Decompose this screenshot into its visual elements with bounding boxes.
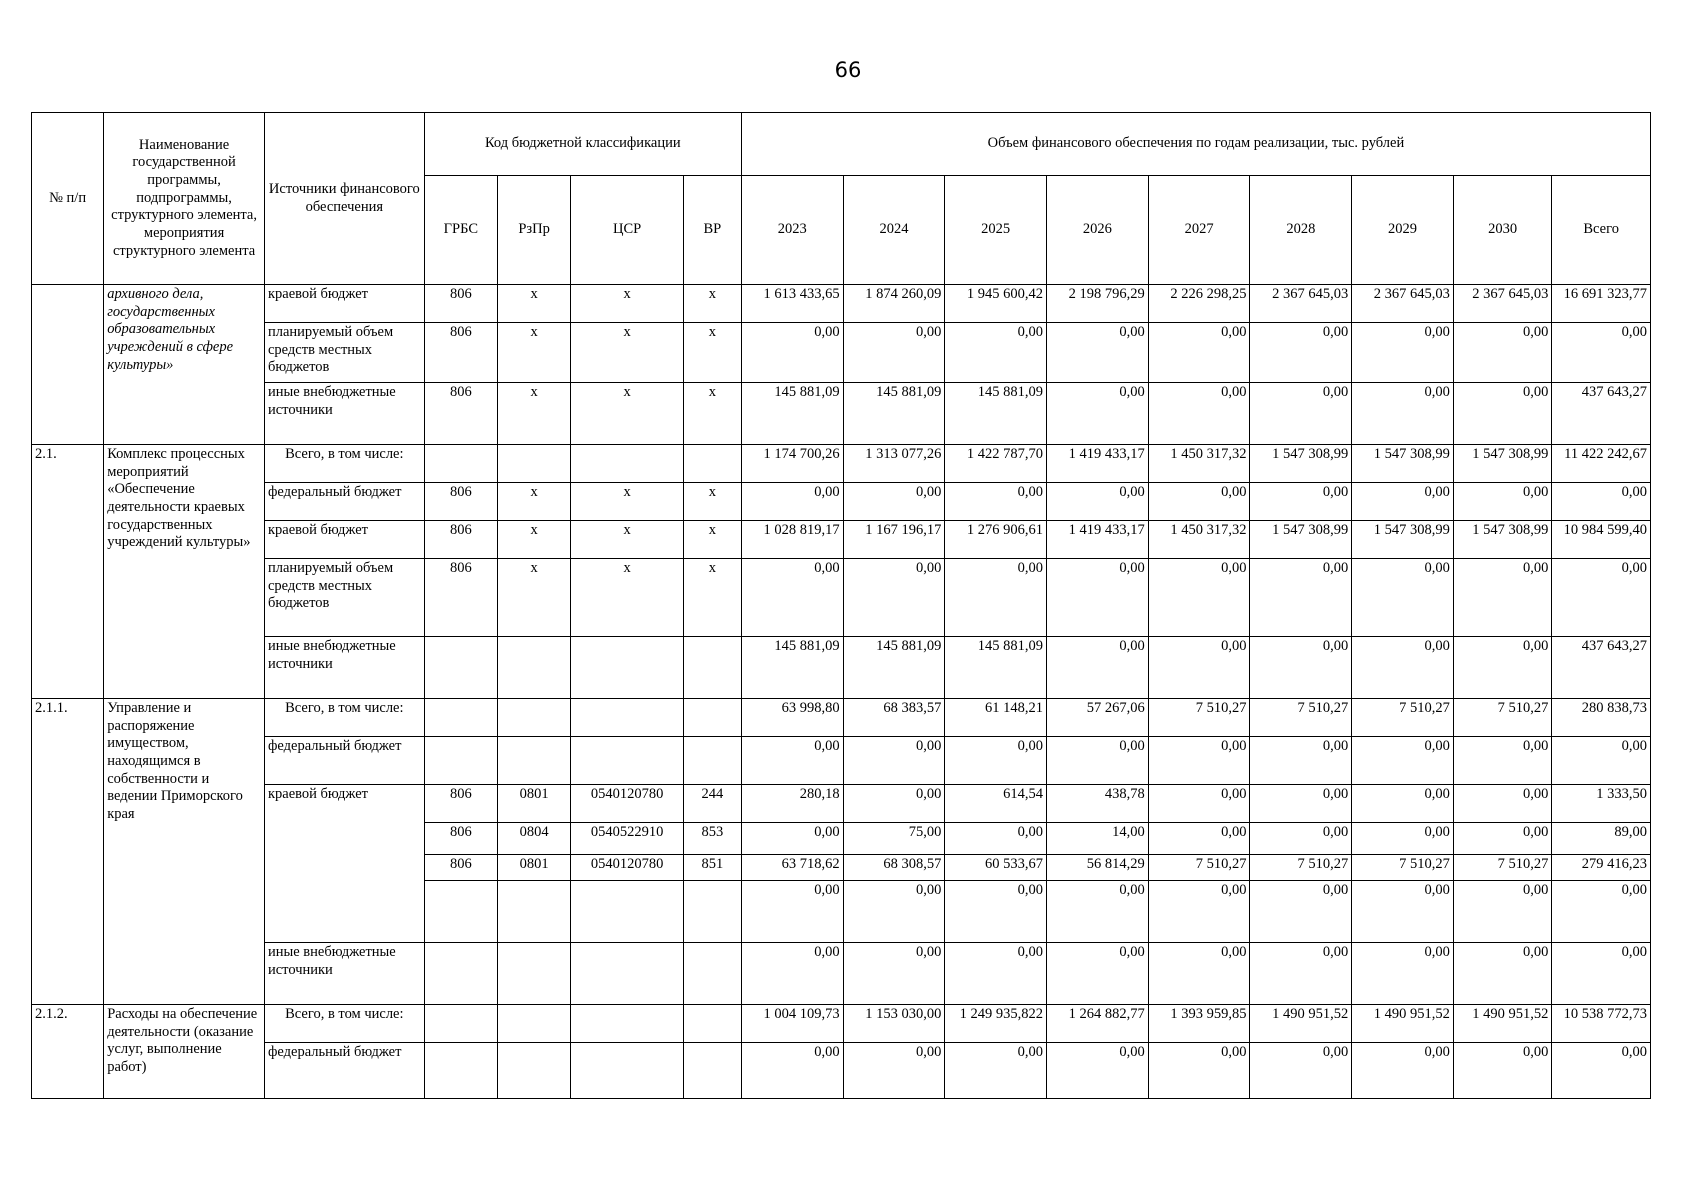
value-total: 0,00 (1552, 559, 1651, 637)
value-year: 2 198 796,29 (1047, 285, 1149, 323)
header-total: Всего (1552, 176, 1651, 285)
value-year: 1 313 077,26 (843, 445, 945, 483)
code-csr: х (571, 383, 684, 445)
code-grbs: 806 (424, 383, 497, 445)
value-year: 1 450 317,32 (1148, 521, 1250, 559)
value-year: 0,00 (1250, 483, 1352, 521)
value-year: 0,00 (1148, 823, 1250, 855)
value-year: 0,00 (1453, 483, 1551, 521)
table-row (32, 1043, 1651, 1099)
code-rzpr: 0801 (497, 785, 570, 823)
value-year: 0,00 (1148, 323, 1250, 383)
value-year: 0,00 (945, 323, 1047, 383)
code-grbs: 806 (424, 785, 497, 823)
value-year: 1 419 433,17 (1047, 445, 1149, 483)
table-row (32, 383, 1651, 445)
value-year: 145 881,09 (741, 383, 843, 445)
row-source: иные внебюджетные источники (264, 943, 424, 1005)
code-csr (571, 1043, 684, 1099)
value-year: 0,00 (741, 559, 843, 637)
table-row (32, 737, 1651, 785)
value-year: 0,00 (1352, 737, 1454, 785)
code-rzpr (497, 445, 570, 483)
value-year: 0,00 (1250, 637, 1352, 699)
code-rzpr (497, 737, 570, 785)
table-row (32, 483, 1651, 521)
code-rzpr (497, 637, 570, 699)
value-year: 0,00 (843, 943, 945, 1005)
value-year: 0,00 (945, 1043, 1047, 1099)
code-vr (683, 637, 741, 699)
value-year: 1 490 951,52 (1453, 1005, 1551, 1043)
value-year: 1 613 433,65 (741, 285, 843, 323)
value-year: 0,00 (1148, 785, 1250, 823)
value-year: 1 419 433,17 (1047, 521, 1149, 559)
value-year: 1 028 819,17 (741, 521, 843, 559)
value-year: 2 367 645,03 (1453, 285, 1551, 323)
value-year: 0,00 (945, 881, 1047, 943)
value-year: 0,00 (1250, 559, 1352, 637)
table-row (32, 699, 1651, 737)
code-csr (571, 445, 684, 483)
value-year: 2 367 645,03 (1352, 285, 1454, 323)
value-year: 0,00 (1047, 1043, 1149, 1099)
value-total: 10 538 772,73 (1552, 1005, 1651, 1043)
value-year: 0,00 (1453, 881, 1551, 943)
value-year: 1 422 787,70 (945, 445, 1047, 483)
page-number: 66 (834, 58, 862, 82)
value-year: 1 547 308,99 (1250, 521, 1352, 559)
code-rzpr: х (497, 559, 570, 637)
header-year-2028: 2028 (1250, 176, 1352, 285)
code-vr (683, 1043, 741, 1099)
code-grbs (424, 881, 497, 943)
value-year: 14,00 (1047, 823, 1149, 855)
code-rzpr: 0804 (497, 823, 570, 855)
code-rzpr: х (497, 323, 570, 383)
code-vr: 851 (683, 855, 741, 881)
value-year: 0,00 (1148, 559, 1250, 637)
value-year: 56 814,29 (1047, 855, 1149, 881)
value-year: 1 490 951,52 (1250, 1005, 1352, 1043)
value-year: 0,00 (741, 323, 843, 383)
header-code-group: Код бюджетной классификации (424, 113, 741, 176)
header-year-2026: 2026 (1047, 176, 1149, 285)
value-year: 7 510,27 (1453, 699, 1551, 737)
code-grbs (424, 943, 497, 1005)
row-source: Всего, в том числе: (264, 699, 424, 737)
value-year: 0,00 (843, 737, 945, 785)
code-grbs (424, 737, 497, 785)
value-year: 2 226 298,25 (1148, 285, 1250, 323)
value-year: 145 881,09 (843, 637, 945, 699)
value-year: 0,00 (843, 323, 945, 383)
table-row (32, 943, 1651, 1005)
header-year-2025: 2025 (945, 176, 1047, 285)
value-year: 2 367 645,03 (1250, 285, 1352, 323)
value-year: 0,00 (1352, 323, 1454, 383)
code-rzpr (497, 1005, 570, 1043)
value-year: 1 393 959,85 (1148, 1005, 1250, 1043)
value-year: 0,00 (1148, 881, 1250, 943)
code-csr: 0540522910 (571, 823, 684, 855)
value-year: 0,00 (1148, 943, 1250, 1005)
value-year: 0,00 (1453, 823, 1551, 855)
value-total: 1 333,50 (1552, 785, 1651, 823)
value-year: 0,00 (1352, 1043, 1454, 1099)
value-year: 0,00 (1250, 785, 1352, 823)
header-year-2024: 2024 (843, 176, 945, 285)
code-grbs: 806 (424, 823, 497, 855)
value-year: 0,00 (741, 823, 843, 855)
value-total: 89,00 (1552, 823, 1651, 855)
row-name: Управление и распоряжение имуществом, находящимся в собственности и ведении Приморского края (104, 699, 265, 1005)
value-year: 0,00 (1047, 737, 1149, 785)
value-year: 7 510,27 (1148, 855, 1250, 881)
code-rzpr (497, 1043, 570, 1099)
value-year: 0,00 (1047, 559, 1149, 637)
table-row (32, 445, 1651, 483)
row-source: краевой бюджет (264, 785, 424, 943)
value-year: 1 547 308,99 (1352, 445, 1454, 483)
value-year: 75,00 (843, 823, 945, 855)
header-year-2029: 2029 (1352, 176, 1454, 285)
code-csr (571, 737, 684, 785)
value-year: 1 004 109,73 (741, 1005, 843, 1043)
value-year: 1 547 308,99 (1250, 445, 1352, 483)
value-year: 0,00 (1352, 881, 1454, 943)
code-vr: 853 (683, 823, 741, 855)
value-year: 0,00 (1250, 323, 1352, 383)
header-num: № п/п (32, 113, 104, 285)
value-year: 63 998,80 (741, 699, 843, 737)
code-csr: х (571, 483, 684, 521)
value-year: 0,00 (1352, 383, 1454, 445)
code-vr: х (683, 323, 741, 383)
header-source: Источники финансового обеспечения (264, 113, 424, 285)
row-source: Всего, в том числе: (264, 445, 424, 483)
code-grbs (424, 445, 497, 483)
value-year: 68 383,57 (843, 699, 945, 737)
value-year: 0,00 (741, 881, 843, 943)
value-year: 0,00 (945, 943, 1047, 1005)
value-year: 1 174 700,26 (741, 445, 843, 483)
value-year: 7 510,27 (1250, 855, 1352, 881)
value-year: 0,00 (1148, 637, 1250, 699)
value-year: 0,00 (945, 559, 1047, 637)
value-year: 0,00 (843, 785, 945, 823)
value-total: 0,00 (1552, 323, 1651, 383)
code-vr (683, 445, 741, 483)
value-year: 0,00 (1453, 323, 1551, 383)
value-total: 437 643,27 (1552, 637, 1651, 699)
header-year-2030: 2030 (1453, 176, 1551, 285)
table-row (32, 1005, 1651, 1043)
value-total: 280 838,73 (1552, 699, 1651, 737)
value-year: 1 249 935,822 (945, 1005, 1047, 1043)
code-csr (571, 699, 684, 737)
value-year: 7 510,27 (1250, 699, 1352, 737)
value-total: 0,00 (1552, 737, 1651, 785)
row-name: Расходы на обеспечение деятельности (оказание услуг, выполнение работ) (104, 1005, 265, 1099)
value-year: 0,00 (741, 483, 843, 521)
value-year: 7 510,27 (1352, 699, 1454, 737)
header-year-2023: 2023 (741, 176, 843, 285)
table-body (32, 285, 1651, 1099)
value-year: 0,00 (1250, 881, 1352, 943)
table-row (32, 521, 1651, 559)
value-year: 68 308,57 (843, 855, 945, 881)
value-year: 145 881,09 (843, 383, 945, 445)
code-vr: х (683, 483, 741, 521)
code-vr: х (683, 285, 741, 323)
table-row (32, 637, 1651, 699)
value-year: 0,00 (741, 943, 843, 1005)
value-year: 0,00 (1250, 823, 1352, 855)
code-csr: х (571, 285, 684, 323)
value-year: 1 490 951,52 (1352, 1005, 1454, 1043)
row-source: планируемый объем средств местных бюджетов (264, 559, 424, 637)
row-source: федеральный бюджет (264, 1043, 424, 1099)
code-rzpr: х (497, 483, 570, 521)
value-year: 145 881,09 (945, 383, 1047, 445)
code-vr: х (683, 559, 741, 637)
value-year: 1 547 308,99 (1352, 521, 1454, 559)
code-grbs: 806 (424, 323, 497, 383)
row-source: краевой бюджет (264, 285, 424, 323)
row-source: краевой бюджет (264, 521, 424, 559)
header-grbs: ГРБС (424, 176, 497, 285)
value-year: 1 264 882,77 (1047, 1005, 1149, 1043)
code-grbs: 806 (424, 285, 497, 323)
value-year: 0,00 (1047, 943, 1149, 1005)
value-total: 10 984 599,40 (1552, 521, 1651, 559)
table-row (32, 785, 1651, 823)
code-csr: х (571, 521, 684, 559)
value-year: 0,00 (1047, 483, 1149, 521)
value-year: 60 533,67 (945, 855, 1047, 881)
row-source: иные внебюджетные источники (264, 383, 424, 445)
row-source: иные внебюджетные источники (264, 637, 424, 699)
code-rzpr (497, 943, 570, 1005)
table-header (32, 113, 1651, 285)
value-year: 7 510,27 (1148, 699, 1250, 737)
value-year: 1 276 906,61 (945, 521, 1047, 559)
value-year: 0,00 (1047, 323, 1149, 383)
code-vr (683, 881, 741, 943)
code-csr (571, 1005, 684, 1043)
code-rzpr: х (497, 521, 570, 559)
code-vr (683, 737, 741, 785)
code-grbs: 806 (424, 521, 497, 559)
value-year: 0,00 (1352, 785, 1454, 823)
value-year: 1 450 317,32 (1148, 445, 1250, 483)
value-year: 0,00 (1047, 383, 1149, 445)
code-vr (683, 943, 741, 1005)
value-year: 0,00 (1148, 483, 1250, 521)
row-number (32, 285, 104, 445)
code-csr (571, 943, 684, 1005)
value-year: 0,00 (1453, 737, 1551, 785)
header-csr: ЦСР (571, 176, 684, 285)
financing-table (31, 112, 1651, 1099)
value-year: 0,00 (1250, 943, 1352, 1005)
code-csr: х (571, 323, 684, 383)
code-grbs (424, 699, 497, 737)
value-year: 0,00 (1047, 637, 1149, 699)
value-total: 0,00 (1552, 943, 1651, 1005)
value-total: 0,00 (1552, 881, 1651, 943)
header-name: Наименование государственной программы, подпрограммы, структурного элемента, мероприятия структурного элемента (104, 113, 265, 285)
value-year: 0,00 (1148, 383, 1250, 445)
row-source: федеральный бюджет (264, 483, 424, 521)
value-year: 1 167 196,17 (843, 521, 945, 559)
value-year: 0,00 (843, 559, 945, 637)
code-csr: 0540120780 (571, 785, 684, 823)
row-source: Всего, в том числе: (264, 1005, 424, 1043)
value-year: 0,00 (741, 1043, 843, 1099)
value-year: 1 153 030,00 (843, 1005, 945, 1043)
value-year: 0,00 (1453, 637, 1551, 699)
row-number: 2.1.2. (32, 1005, 104, 1099)
code-vr (683, 1005, 741, 1043)
code-vr (683, 699, 741, 737)
value-year: 1 945 600,42 (945, 285, 1047, 323)
value-year: 61 148,21 (945, 699, 1047, 737)
code-rzpr: х (497, 383, 570, 445)
value-year: 0,00 (843, 881, 945, 943)
header-rzpr: РзПр (497, 176, 570, 285)
value-year: 280,18 (741, 785, 843, 823)
value-year: 614,54 (945, 785, 1047, 823)
code-csr (571, 637, 684, 699)
value-year: 0,00 (1250, 737, 1352, 785)
value-year: 0,00 (741, 737, 843, 785)
value-total: 0,00 (1552, 483, 1651, 521)
code-grbs: 806 (424, 855, 497, 881)
value-total: 279 416,23 (1552, 855, 1651, 881)
row-number: 2.1. (32, 445, 104, 699)
value-year: 0,00 (1453, 383, 1551, 445)
value-year: 0,00 (1453, 1043, 1551, 1099)
value-year: 438,78 (1047, 785, 1149, 823)
code-rzpr (497, 881, 570, 943)
code-grbs (424, 637, 497, 699)
value-year: 57 267,06 (1047, 699, 1149, 737)
value-year: 0,00 (1453, 943, 1551, 1005)
value-total: 16 691 323,77 (1552, 285, 1651, 323)
value-year: 0,00 (945, 737, 1047, 785)
table-row (32, 323, 1651, 383)
code-vr: х (683, 521, 741, 559)
value-year: 0,00 (1250, 383, 1352, 445)
value-total: 437 643,27 (1552, 383, 1651, 445)
code-grbs: 806 (424, 559, 497, 637)
value-year: 1 547 308,99 (1453, 521, 1551, 559)
value-total: 0,00 (1552, 1043, 1651, 1099)
row-name: архивного дела, государственных образовательных учреждений в сфере культуры» (104, 285, 265, 445)
header-year-2027: 2027 (1148, 176, 1250, 285)
value-year: 0,00 (1352, 823, 1454, 855)
table-row (32, 285, 1651, 323)
value-year: 0,00 (1047, 881, 1149, 943)
value-year: 145 881,09 (741, 637, 843, 699)
value-year: 145 881,09 (945, 637, 1047, 699)
value-year: 1 547 308,99 (1453, 445, 1551, 483)
value-year: 0,00 (1352, 559, 1454, 637)
code-grbs: 806 (424, 483, 497, 521)
value-year: 0,00 (1453, 559, 1551, 637)
value-year: 0,00 (843, 1043, 945, 1099)
code-rzpr (497, 699, 570, 737)
value-total: 11 422 242,67 (1552, 445, 1651, 483)
value-year: 0,00 (1148, 1043, 1250, 1099)
value-year: 0,00 (1250, 1043, 1352, 1099)
value-year: 7 510,27 (1453, 855, 1551, 881)
value-year: 63 718,62 (741, 855, 843, 881)
header-vr: ВР (683, 176, 741, 285)
row-name: Комплекс процессных мероприятий «Обеспечение деятельности краевых государственных учреждений культуры» (104, 445, 265, 699)
value-year: 0,00 (945, 823, 1047, 855)
code-grbs (424, 1043, 497, 1099)
code-csr (571, 881, 684, 943)
value-year: 0,00 (1352, 943, 1454, 1005)
code-vr: 244 (683, 785, 741, 823)
value-year: 0,00 (1352, 637, 1454, 699)
value-year: 0,00 (1148, 737, 1250, 785)
header-volume-group: Объем финансового обеспечения по годам реализации, тыс. рублей (741, 113, 1650, 176)
value-year: 7 510,27 (1352, 855, 1454, 881)
code-rzpr: х (497, 285, 570, 323)
value-year: 0,00 (945, 483, 1047, 521)
row-number: 2.1.1. (32, 699, 104, 1005)
code-csr: х (571, 559, 684, 637)
code-vr: х (683, 383, 741, 445)
table-row (32, 559, 1651, 637)
row-source: планируемый объем средств местных бюджетов (264, 323, 424, 383)
code-rzpr: 0801 (497, 855, 570, 881)
value-year: 1 874 260,09 (843, 285, 945, 323)
value-year: 0,00 (843, 483, 945, 521)
value-year: 0,00 (1352, 483, 1454, 521)
code-csr: 0540120780 (571, 855, 684, 881)
code-grbs (424, 1005, 497, 1043)
row-source: федеральный бюджет (264, 737, 424, 785)
value-year: 0,00 (1453, 785, 1551, 823)
